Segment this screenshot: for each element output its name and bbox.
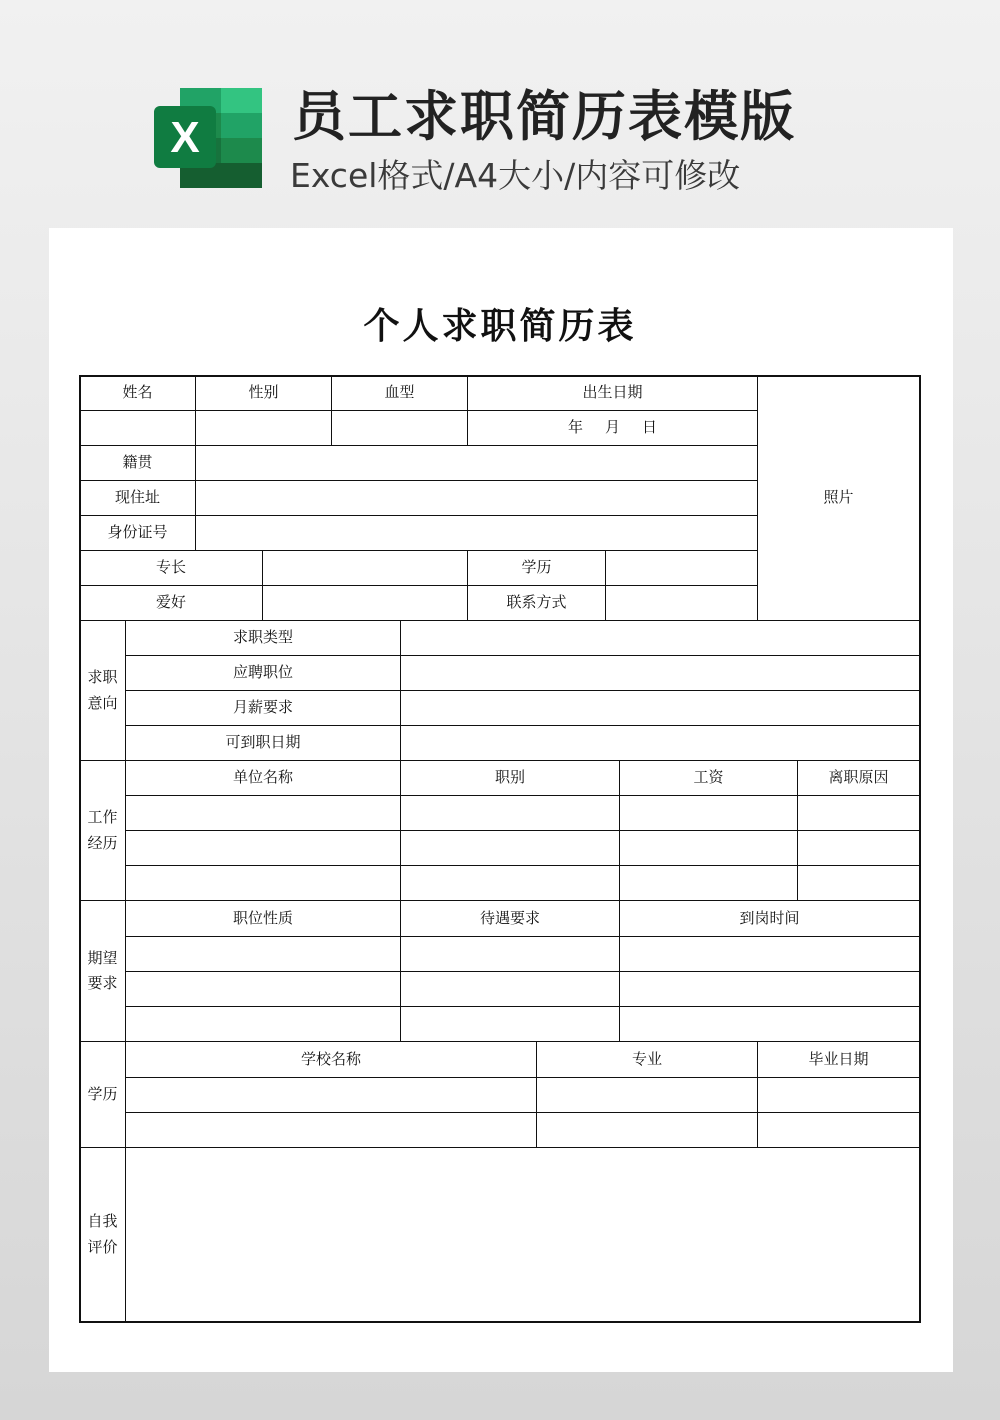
birth-date-label: 出生日期 — [468, 376, 758, 411]
native-place-label: 籍贯 — [80, 446, 196, 481]
form-title: 个人求职简历表 — [363, 306, 637, 347]
expect-cell[interactable] — [401, 937, 620, 972]
expect-header-position-type: 职位性质 — [126, 901, 401, 937]
birth-date-value-cell[interactable] — [468, 411, 758, 446]
edu-header-major: 专业 — [537, 1042, 758, 1078]
work-header-salary: 工资 — [620, 761, 798, 796]
expect-cell[interactable] — [401, 1007, 620, 1042]
job-intention-label: 求职 意向 — [80, 621, 126, 761]
applied-position-label: 应聘职位 — [126, 656, 401, 691]
work-header-reason: 离职原因 — [798, 761, 920, 796]
expect-cell[interactable] — [620, 937, 920, 972]
id-number-value-cell[interactable] — [196, 516, 758, 551]
education-value-cell[interactable] — [606, 551, 758, 586]
blood-type-value-cell[interactable] — [332, 411, 468, 446]
edu-header-graduation: 毕业日期 — [758, 1042, 920, 1078]
work-cell[interactable] — [798, 866, 920, 901]
native-place-value-cell[interactable] — [196, 446, 758, 481]
start-date-label: 可到职日期 — [126, 726, 401, 761]
edu-cell[interactable] — [126, 1078, 537, 1113]
work-cell[interactable] — [620, 796, 798, 831]
expect-cell[interactable] — [126, 1007, 401, 1042]
expect-cell[interactable] — [126, 972, 401, 1007]
date-month-label: 月 — [604, 418, 620, 437]
work-cell[interactable] — [620, 866, 798, 901]
edu-cell[interactable] — [126, 1113, 537, 1148]
expect-cell[interactable] — [620, 972, 920, 1007]
work-cell[interactable] — [798, 796, 920, 831]
edu-header-school: 学校名称 — [126, 1042, 537, 1078]
name-label: 姓名 — [80, 376, 196, 411]
work-cell[interactable] — [798, 831, 920, 866]
gender-value-cell[interactable] — [196, 411, 332, 446]
page-heading: 员工求职简历表模版 — [292, 85, 796, 148]
name-value-cell[interactable] — [80, 411, 196, 446]
job-type-label: 求职类型 — [126, 621, 401, 656]
job-type-value-cell[interactable] — [401, 621, 920, 656]
excel-logo-icon — [152, 86, 264, 190]
expect-header-compensation: 待遇要求 — [401, 901, 620, 937]
hobby-value-cell[interactable] — [263, 586, 468, 621]
expectations-label: 期望 要求 — [80, 901, 126, 1042]
expect-cell[interactable] — [401, 972, 620, 1007]
photo-cell: 照片 — [758, 376, 920, 621]
edu-cell[interactable] — [758, 1113, 920, 1148]
blood-type-label: 血型 — [332, 376, 468, 411]
work-cell[interactable] — [126, 796, 401, 831]
date-day-label: 日 — [642, 418, 658, 437]
edu-cell[interactable] — [537, 1078, 758, 1113]
education-history-label: 学历 — [80, 1042, 126, 1148]
work-cell[interactable] — [401, 866, 620, 901]
self-evaluation-value-cell[interactable] — [126, 1148, 920, 1322]
edu-cell[interactable] — [758, 1078, 920, 1113]
id-number-label: 身份证号 — [80, 516, 196, 551]
work-experience-label: 工作 经历 — [80, 761, 126, 901]
resume-form-table — [80, 376, 920, 1322]
gender-label: 性别 — [196, 376, 332, 411]
address-label: 现住址 — [80, 481, 196, 516]
hobby-label: 爱好 — [80, 586, 263, 621]
svg-text:X: X — [170, 113, 200, 162]
specialty-value-cell[interactable] — [263, 551, 468, 586]
work-cell[interactable] — [401, 796, 620, 831]
work-header-company: 单位名称 — [126, 761, 401, 796]
education-label: 学历 — [468, 551, 606, 586]
date-year-label: 年 — [567, 418, 583, 437]
header — [0, 0, 1000, 228]
work-cell[interactable] — [620, 831, 798, 866]
start-date-value-cell[interactable] — [401, 726, 920, 761]
self-evaluation-label: 自我 评价 — [80, 1148, 126, 1322]
expect-header-arrival-time: 到岗时间 — [620, 901, 920, 937]
specialty-label: 专长 — [80, 551, 263, 586]
address-value-cell[interactable] — [196, 481, 758, 516]
expect-cell[interactable] — [620, 1007, 920, 1042]
contact-label: 联系方式 — [468, 586, 606, 621]
applied-position-value-cell[interactable] — [401, 656, 920, 691]
salary-requirement-label: 月薪要求 — [126, 691, 401, 726]
work-cell[interactable] — [126, 831, 401, 866]
work-header-title: 职别 — [401, 761, 620, 796]
expect-cell[interactable] — [126, 937, 401, 972]
page-subheading: Excel格式/A4大小/内容可修改 — [290, 156, 741, 195]
work-cell[interactable] — [401, 831, 620, 866]
work-cell[interactable] — [126, 866, 401, 901]
contact-value-cell[interactable] — [606, 586, 758, 621]
salary-requirement-value-cell[interactable] — [401, 691, 920, 726]
edu-cell[interactable] — [537, 1113, 758, 1148]
